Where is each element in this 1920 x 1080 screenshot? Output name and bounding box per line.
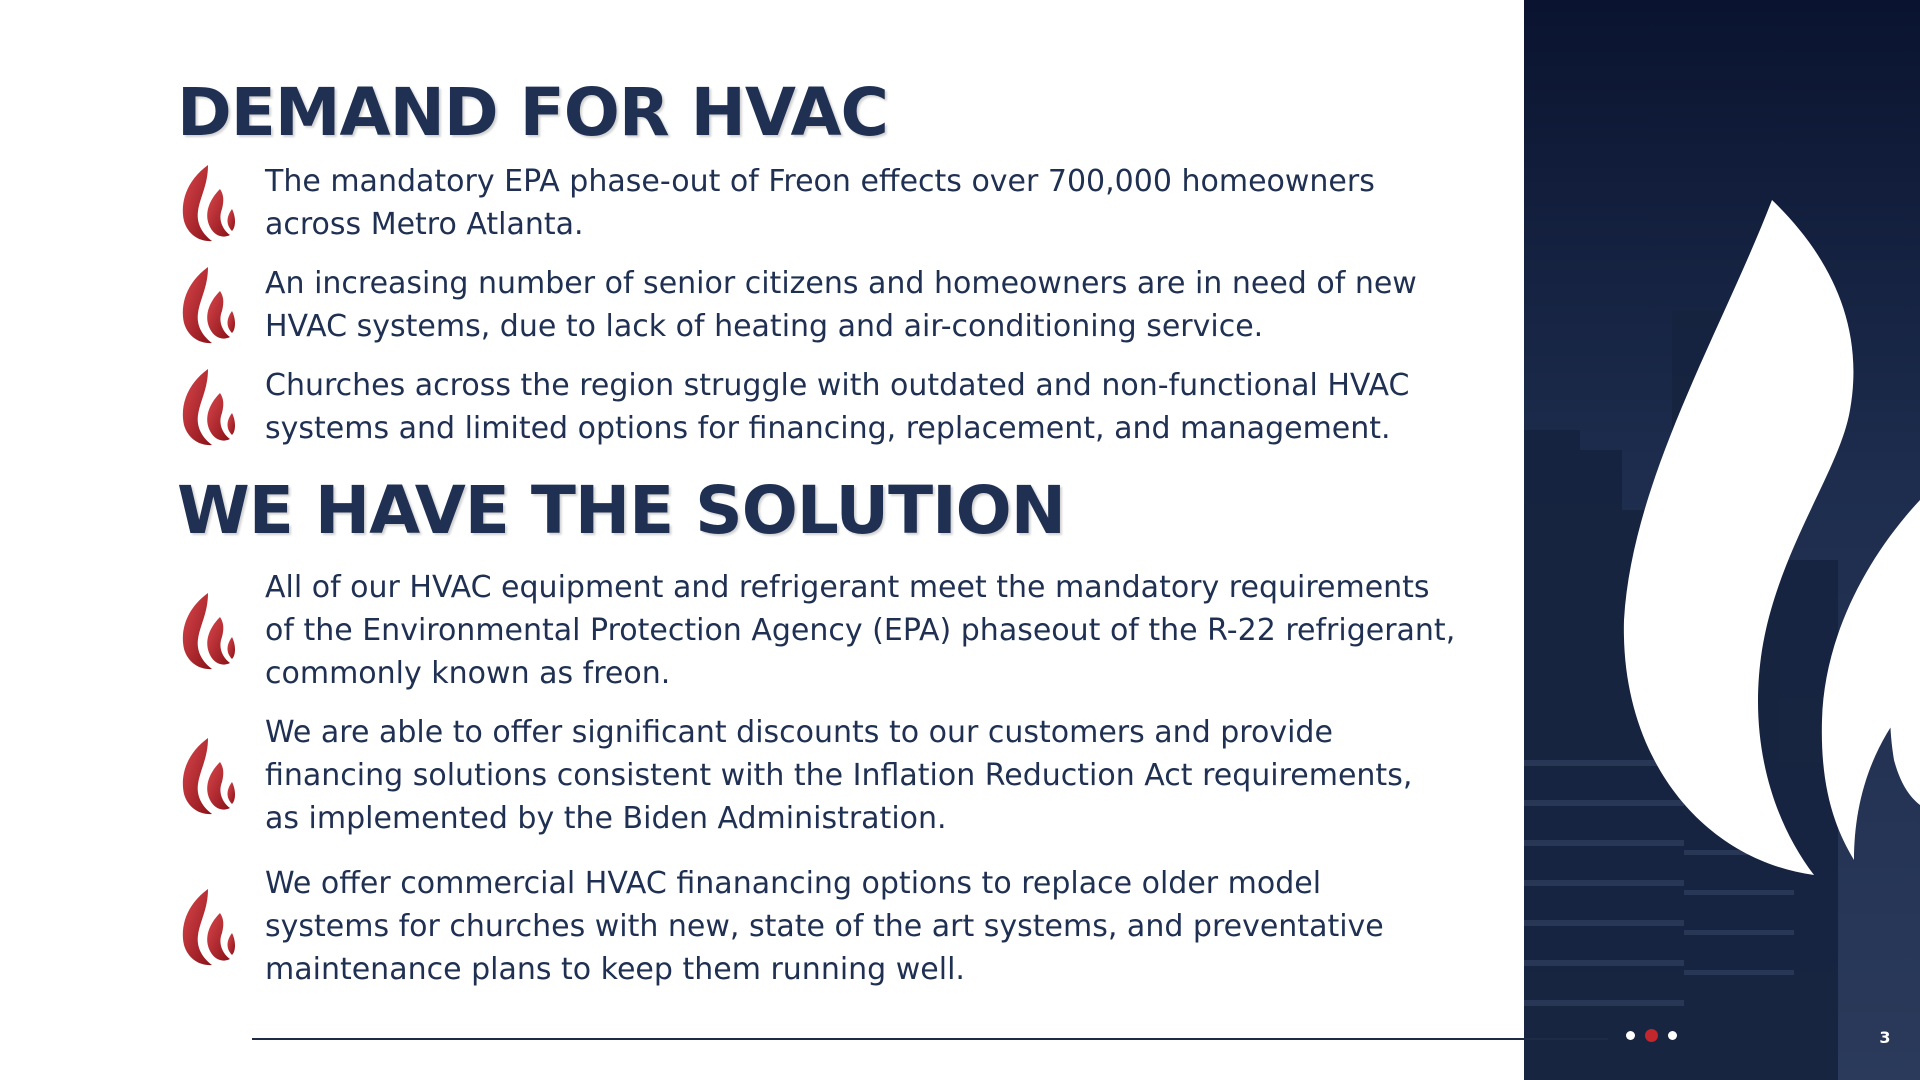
dot-active [1645,1029,1658,1042]
bullet-item [177,262,1417,348]
bullet-line: of the Environmental Protection Agency (EPA) phaseout of the R-22 refrigerant, [265,613,1456,648]
dot [1626,1031,1635,1040]
section-title-demand: DEMAND FOR HVAC [177,74,888,151]
dot [1668,1031,1677,1040]
bullet-text [265,711,1412,840]
bullet-line: systems for churches with new, state of the art systems, and preventative [265,909,1384,944]
bullet-line: Churches across the region struggle with outdated and non-functional HVAC [265,368,1410,403]
bullet-line: HVAC systems, due to lack of heating and air-conditioning service. [265,309,1264,344]
footer-divider [252,1038,1608,1040]
bullet-item [177,711,1412,840]
bullet-item [177,862,1384,991]
slide-dots [1621,1029,1682,1042]
bullet-line: maintenance plans to keep them running well. [265,952,965,987]
bullet-item [177,160,1375,246]
bullet-text [265,566,1455,695]
flame-icon [177,591,239,671]
bullet-line: commonly known as freon. [265,656,671,691]
flame-icon [177,163,239,243]
bullet-line: financing solutions consistent with the Inflation Reduction Act requirements, [265,758,1413,793]
bullet-line: as implemented by the Biden Administration. [265,801,947,836]
bullet-item [177,566,1455,695]
bullet-text [265,862,1384,991]
bullet-text [265,364,1409,450]
section-title-solution: WE HAVE THE SOLUTION [177,472,1066,549]
flame-icon [177,887,239,967]
city-image-panel [1524,0,1920,1080]
bullet-text [265,262,1417,348]
bullet-line: We are able to offer significant discounts to our customers and provide [265,715,1333,750]
bullet-line: across Metro Atlanta. [265,207,584,242]
page-number: 3 [1879,1028,1891,1047]
bullet-line: All of our HVAC equipment and refrigerant meet the mandatory requirements [265,570,1430,605]
bullet-text [265,160,1375,246]
flame-icon [177,265,239,345]
flame-icon [177,367,239,447]
city-skyline-image [1524,0,1920,1080]
bullet-line: An increasing number of senior citizens and homeowners are in need of new [265,266,1417,301]
bullet-item [177,364,1409,450]
flame-icon [177,736,239,816]
bullet-line: We offer commercial HVAC finanancing options to replace older model [265,866,1322,901]
bullet-line: The mandatory EPA phase-out of Freon effects over 700,000 homeowners [265,164,1375,199]
bullet-line: systems and limited options for financing, replacement, and management. [265,411,1391,446]
